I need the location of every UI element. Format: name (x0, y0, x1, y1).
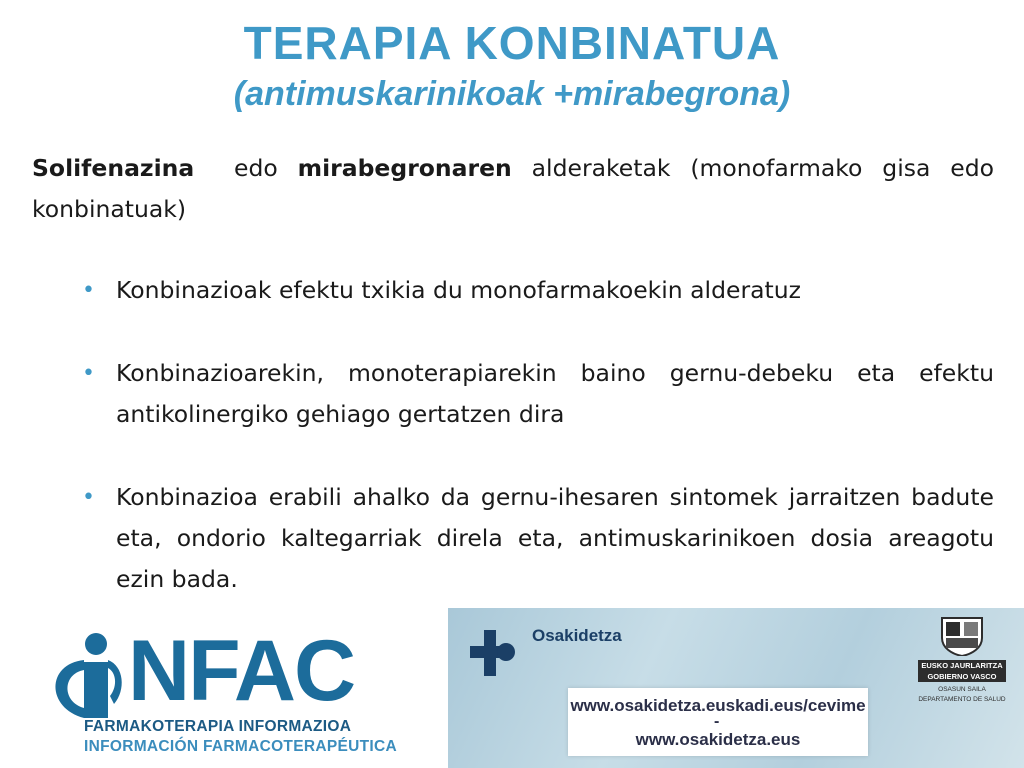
title-main: TERAPIA KONBINATUA (243, 17, 781, 69)
url-osakidetza-link[interactable]: www.osakidetza.eus (635, 730, 801, 749)
intro-text-1: edo (194, 154, 298, 182)
bullet-text: Konbinazioa erabili ahalko da gernu-ihesaren sintomek jarraitzen badute eta, ondorio kaltegarriak direla eta, antimuskarinikoen dosia areagotu ezin bada. (116, 483, 994, 593)
infac-subtitle-spanish: INFORMACIÓN FARMACOTERAPÉUTICA (84, 738, 397, 755)
gov-label-basque: EUSKO JAURLARITZA (918, 660, 1006, 671)
osakidetza-panel (448, 608, 1024, 768)
gov-label-spanish: GOBIERNO VASCO (918, 671, 1006, 682)
infac-i-logo-icon (44, 630, 126, 720)
gobierno-vasco-logo (918, 614, 1006, 734)
bullet-list (32, 270, 994, 600)
gov-dept-basque: OSASUN SAILA (938, 686, 986, 693)
bullet-item (32, 353, 994, 435)
intro-paragraph (32, 148, 994, 230)
bullet-item (32, 477, 994, 600)
infac-logo (0, 600, 440, 768)
osakidetza-cross-icon (470, 630, 516, 676)
intro-text-2: alderaketak (monofarmako gisa edo konbinatuak) (32, 154, 994, 223)
bullet-text: Konbinazioarekin, monoterapiarekin baino gernu-debeku eta efektu antikolinergiko gehiago gertatzen dira (116, 359, 994, 428)
infac-wordmark: NFAC (128, 623, 355, 719)
slide-title (0, 14, 1024, 116)
basque-government-crest-icon (938, 614, 986, 656)
gov-dept-spanish: DEPARTAMENTO DE SALUD (918, 696, 1006, 703)
bullet-icon: • (82, 361, 95, 386)
bullet-icon: • (82, 485, 95, 510)
title-subtitle: (antimuskarinikoak +mirabegrona) (233, 75, 791, 113)
bullet-icon: • (82, 278, 95, 303)
intro-bold-solifenazina: Solifenazina (32, 154, 195, 182)
bullet-item (32, 270, 994, 311)
url-cevime-link[interactable]: www.osakidetza.euskadi.eus/cevime (570, 696, 866, 715)
intro-bold-mirabegronaren: mirabegronaren (297, 154, 512, 182)
bullet-text: Konbinazioak efektu txikia du monofarmakoekin alderatuz (116, 276, 801, 304)
osakidetza-name: Osakidetza (532, 626, 622, 645)
url-box (568, 688, 868, 756)
slide-body (32, 148, 994, 600)
footer-banner (0, 600, 1024, 768)
infac-subtitle-basque: FARMAKOTERAPIA INFORMAZIOA (84, 718, 352, 735)
url-separator: - (714, 713, 720, 730)
